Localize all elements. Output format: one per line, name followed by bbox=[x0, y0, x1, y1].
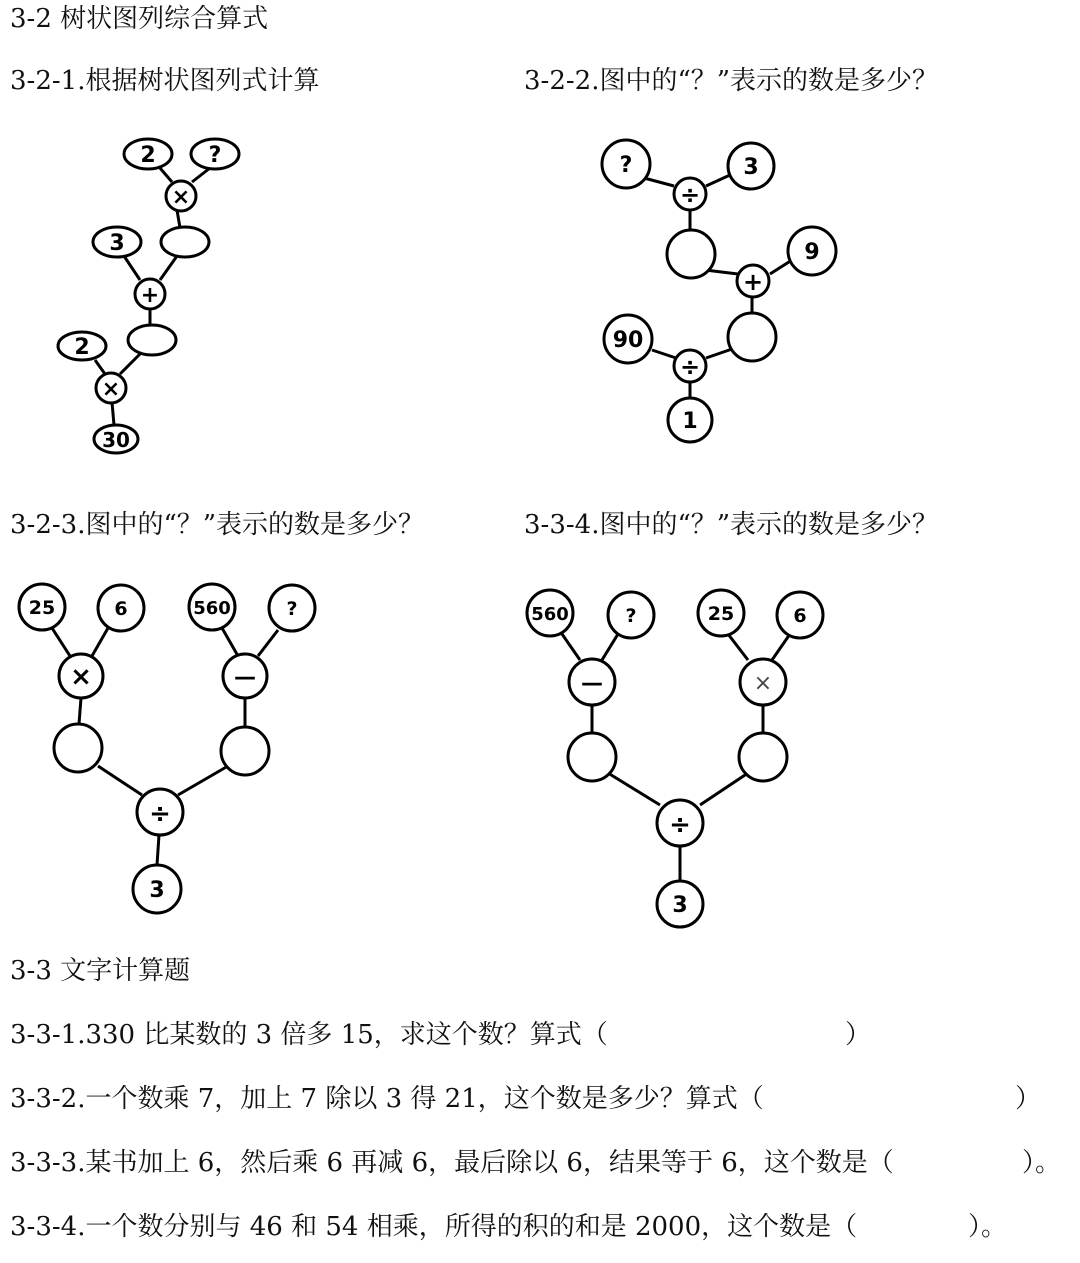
answer-blank-3-3-1-close: ） bbox=[845, 1020, 872, 1050]
tree1-op-plus-symbol: + bbox=[140, 283, 160, 308]
answer-blank-3-3-3-close: ）。 bbox=[1022, 1148, 1062, 1178]
question-3-3-2: 3-3-2.一个数乘 7，加上 7 除以 3 得 21，这个数是多少？算式（ bbox=[10, 1084, 764, 1114]
tree1-label-30: 30 bbox=[102, 428, 130, 452]
tree-3-3-4 bbox=[527, 590, 823, 927]
tree4-label-6: 6 bbox=[793, 605, 807, 627]
tree2-label-1: 1 bbox=[682, 409, 698, 434]
tree4-label-25: 25 bbox=[707, 603, 735, 625]
tree1-op-multiply-top-symbol: × bbox=[171, 185, 191, 210]
tree4-op-divide-symbol: ÷ bbox=[669, 810, 691, 840]
question-3-3-3: 3-3-3.某书加上 6，然后乘 6 再减 6，最后除以 6，结果等于 6，这个数是（ bbox=[10, 1148, 894, 1178]
tree1-blank-1 bbox=[161, 227, 209, 257]
question-title-3-3-4: 3-3-4.图中的“？”表示的数是多少？ bbox=[524, 510, 939, 540]
tree2-op-divide-bottom-symbol: ÷ bbox=[679, 353, 701, 381]
question-3-3-4: 3-3-4.一个数分别与 46 和 54 相乘，所得的积的和是 2000，这个数是（ bbox=[10, 1212, 858, 1242]
tree4-label-560: 560 bbox=[531, 604, 569, 625]
tree2-op-plus-symbol: + bbox=[742, 268, 764, 296]
tree4-label-3: 3 bbox=[672, 893, 688, 918]
answer-blank-3-3-2-close: ） bbox=[1015, 1084, 1042, 1114]
question-title-3-2-2: 3-2-2.图中的“？”表示的数是多少？ bbox=[524, 66, 939, 96]
tree4-blank-left bbox=[568, 733, 616, 781]
tree3-label-3: 3 bbox=[149, 878, 165, 903]
section-heading-33: 3-3 文字计算题 bbox=[10, 956, 191, 986]
tree4-label-question: ? bbox=[625, 605, 637, 627]
tree-3-2-1 bbox=[58, 139, 239, 453]
tree3-label-560: 560 bbox=[193, 598, 231, 619]
tree3-label-6: 6 bbox=[114, 598, 128, 620]
tree3-op-minus-symbol: — bbox=[234, 665, 256, 690]
tree1-label-2-top: 2 bbox=[140, 143, 156, 168]
tree3-op-divide-symbol: ÷ bbox=[149, 799, 171, 829]
question-title-3-2-1: 3-2-1.根据树状图列式计算 bbox=[10, 66, 320, 96]
tree2-blank-1 bbox=[667, 230, 715, 278]
tree4-op-multiply-symbol: × bbox=[753, 671, 773, 696]
tree2-label-3: 3 bbox=[743, 155, 759, 180]
tree1-blank-2 bbox=[128, 325, 176, 355]
tree1-op-multiply-bottom-symbol: × bbox=[101, 377, 121, 402]
tree4-blank-right bbox=[739, 733, 787, 781]
tree2-blank-2 bbox=[728, 313, 776, 361]
tree2-label-90: 90 bbox=[612, 328, 644, 353]
question-3-3-1: 3-3-1.330 比某数的 3 倍多 15，求这个数？算式（ bbox=[10, 1020, 608, 1050]
tree2-label-question: ? bbox=[619, 153, 633, 178]
tree-3-2-3 bbox=[19, 584, 315, 913]
tree1-label-3: 3 bbox=[109, 231, 125, 256]
tree2-op-divide-top-symbol: ÷ bbox=[679, 181, 701, 209]
tree2-label-9: 9 bbox=[804, 240, 820, 265]
question-title-3-2-3: 3-2-3.图中的“？”表示的数是多少？ bbox=[10, 510, 425, 540]
tree3-blank-right bbox=[221, 727, 269, 775]
tree-3-2-2 bbox=[602, 140, 836, 442]
tree1-label-question: ? bbox=[208, 143, 222, 168]
section-heading-32: 3-2 树状图列综合算式 bbox=[10, 4, 269, 34]
tree3-op-multiply-symbol: × bbox=[70, 662, 92, 692]
tree3-label-question: ? bbox=[286, 598, 298, 620]
tree4-op-minus-symbol: — bbox=[581, 671, 603, 696]
tree1-label-2-side: 2 bbox=[74, 335, 90, 360]
tree3-label-25: 25 bbox=[28, 597, 56, 619]
answer-blank-3-3-4-close: ）。 bbox=[968, 1212, 1008, 1242]
tree3-blank-left bbox=[54, 724, 102, 772]
